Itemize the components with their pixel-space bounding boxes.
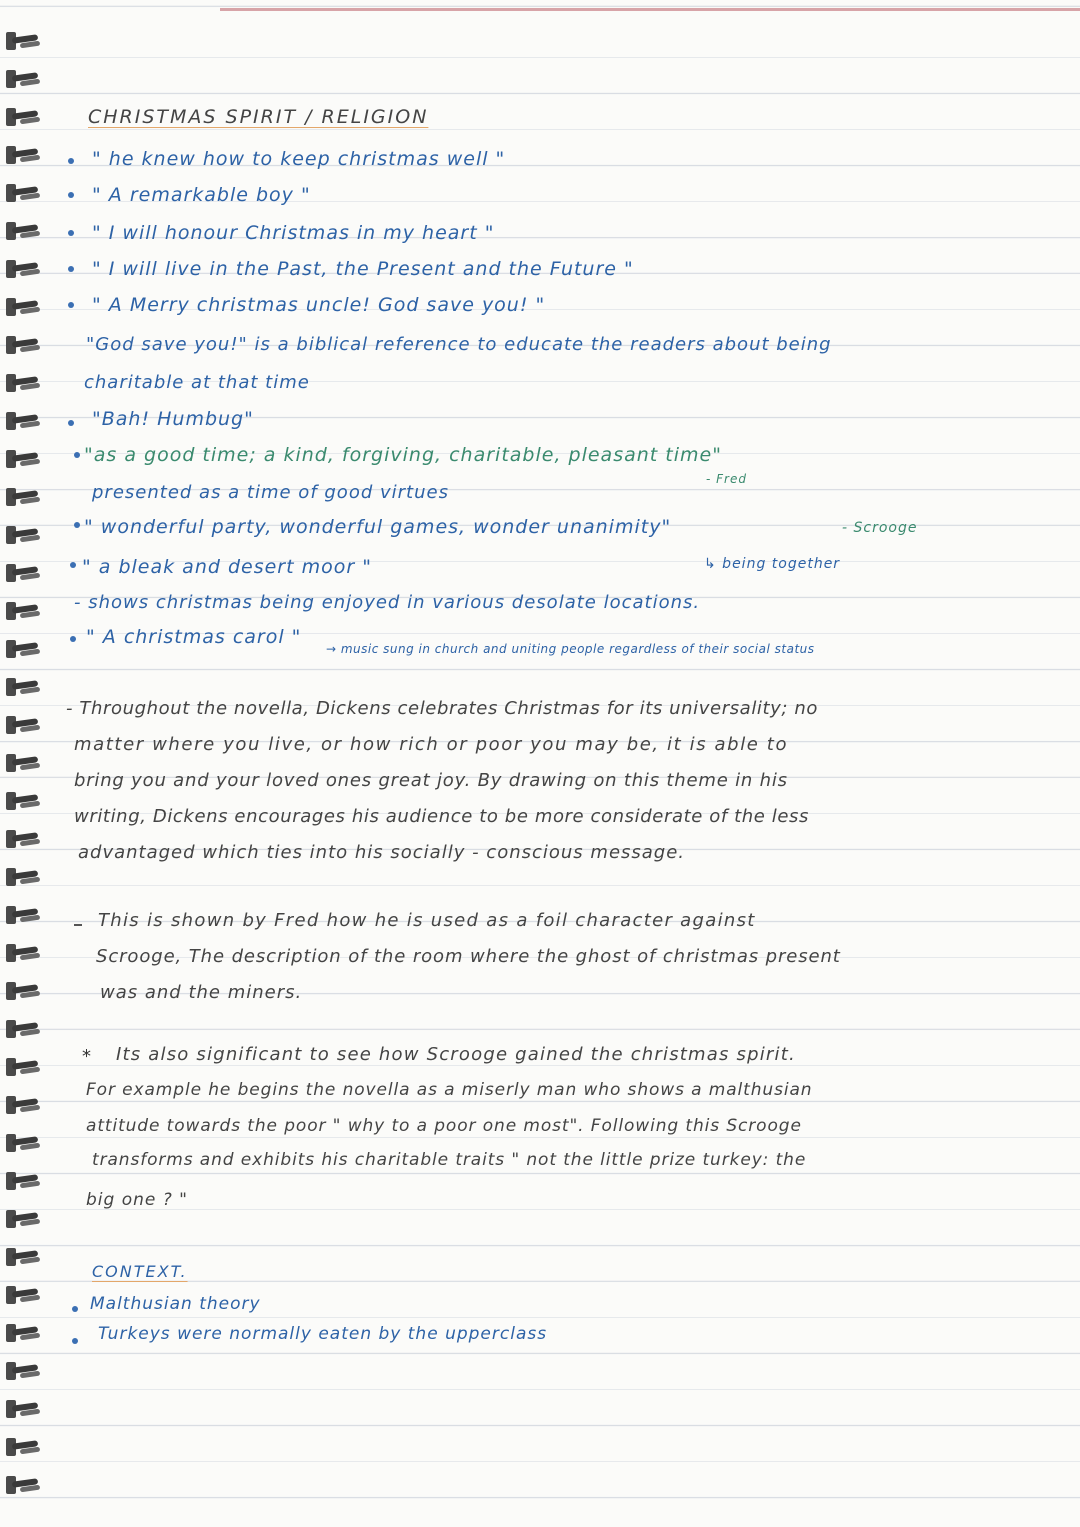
context-heading: CONTEXT. — [92, 1262, 188, 1281]
paragraph-line: For example he begins the novella as a miserly man who shows a malthusian — [86, 1080, 813, 1100]
spiral-ring — [6, 638, 38, 660]
spiral-ring — [6, 1398, 38, 1420]
quote-honour-christmas: " I will honour Christmas in my heart " — [92, 222, 495, 244]
page-top-edge — [220, 8, 1080, 11]
spiral-ring — [6, 144, 38, 166]
spiral-ring — [6, 1474, 38, 1496]
note-good-virtues: presented as a time of good virtues — [92, 482, 449, 503]
paragraph-line: was and the miners. — [100, 982, 303, 1003]
speaker-fred: - Fred — [706, 472, 747, 486]
spiral-binding — [0, 0, 48, 1527]
spiral-ring — [6, 258, 38, 280]
bullet-marker — [72, 1306, 78, 1312]
bullet-marker — [74, 452, 80, 458]
star-marker: * — [82, 1046, 91, 1067]
quote-wonderful-party: " wonderful party, wonderful games, wonder unanimity" — [84, 516, 672, 538]
spiral-ring — [6, 866, 38, 888]
spiral-ring — [6, 296, 38, 318]
quote-good-time: "as a good time; a kind, forgiving, charitable, pleasant time" — [84, 444, 722, 466]
spiral-ring — [6, 1170, 38, 1192]
dash-marker — [74, 924, 82, 926]
spiral-ring — [6, 486, 38, 508]
page-heading: CHRISTMAS SPIRIT / RELIGION — [88, 106, 429, 128]
paragraph-line: attitude towards the poor " why to a poor one most". Following this Scrooge — [86, 1116, 802, 1136]
spiral-ring — [6, 714, 38, 736]
note-music-church: → music sung in church and uniting people regardless of their social status — [326, 642, 815, 656]
paragraph-line: Its also significant to see how Scrooge gained the christmas spirit. — [116, 1044, 796, 1065]
spiral-ring — [6, 30, 38, 52]
context-item-turkeys: Turkeys were normally eaten by the upperclass — [98, 1324, 548, 1344]
spiral-ring — [6, 1360, 38, 1382]
spiral-ring — [6, 562, 38, 584]
note-biblical-reference: "God save you!" is a biblical reference to educate the readers about being — [86, 334, 832, 355]
spiral-ring — [6, 1094, 38, 1116]
spiral-ring — [6, 676, 38, 698]
spiral-ring — [6, 790, 38, 812]
paragraph-line: Scrooge, The description of the room where the ghost of christmas present — [96, 946, 841, 967]
paragraph-line: This is shown by Fred how he is used as a foil character against — [98, 910, 756, 931]
bullet-marker — [68, 420, 74, 426]
spiral-ring — [6, 1246, 38, 1268]
bullet-marker — [68, 266, 74, 272]
spiral-ring — [6, 220, 38, 242]
spiral-ring — [6, 448, 38, 470]
quote-bah-humbug: "Bah! Humbug" — [92, 408, 254, 430]
spiral-ring — [6, 1436, 38, 1458]
spiral-ring — [6, 828, 38, 850]
spiral-ring — [6, 980, 38, 1002]
spiral-ring — [6, 904, 38, 926]
spiral-ring — [6, 1322, 38, 1344]
quote-christmas-carol: " A christmas carol " — [86, 626, 302, 648]
note-charitable-time: charitable at that time — [84, 372, 310, 393]
bullet-marker — [68, 230, 74, 236]
paragraph-line: matter where you live, or how rich or poor you may be, it is able to — [74, 734, 789, 755]
spiral-ring — [6, 600, 38, 622]
note-being-together: ↳ being together — [704, 556, 841, 572]
paragraph-line: advantaged which ties into his socially - conscious message. — [78, 842, 686, 863]
spiral-ring — [6, 106, 38, 128]
quote-keep-christmas: " he knew how to keep christmas well " — [92, 148, 506, 170]
quote-merry-christmas-uncle: " A Merry christmas uncle! God save you! " — [92, 294, 546, 316]
paragraph-line: big one ? " — [86, 1190, 188, 1210]
spiral-ring — [6, 942, 38, 964]
note-desolate-locations: - shows christmas being enjoyed in various desolate locations. — [74, 592, 701, 613]
bullet-marker — [70, 636, 76, 642]
paragraph-line: bring you and your loved ones great joy. By drawing on this theme in his — [74, 770, 788, 791]
bullet-marker — [70, 562, 76, 568]
paragraph-line: transforms and exhibits his charitable traits " not the little prize turkey: the — [92, 1150, 807, 1170]
context-item-malthusian: Malthusian theory — [90, 1294, 261, 1314]
bullet-marker — [68, 192, 74, 198]
bullet-marker — [68, 302, 74, 308]
spiral-ring — [6, 1056, 38, 1078]
spiral-ring — [6, 182, 38, 204]
spiral-ring — [6, 410, 38, 432]
spiral-ring — [6, 1018, 38, 1040]
spiral-ring — [6, 1132, 38, 1154]
spiral-ring — [6, 372, 38, 394]
quote-bleak-moor: " a bleak and desert moor " — [82, 556, 372, 578]
paragraph-line: - Throughout the novella, Dickens celebrates Christmas for its universality; no — [66, 698, 819, 719]
spiral-ring — [6, 1208, 38, 1230]
bullet-marker — [74, 522, 80, 528]
quote-remarkable-boy: " A remarkable boy " — [92, 184, 311, 206]
spiral-ring — [6, 68, 38, 90]
paragraph-line: writing, Dickens encourages his audience to be more considerate of the less — [74, 806, 810, 827]
bullet-marker — [72, 1338, 78, 1344]
quote-past-present-future: " I will live in the Past, the Present and the Future " — [92, 258, 634, 280]
spiral-ring — [6, 752, 38, 774]
bullet-marker — [68, 158, 74, 164]
spiral-ring — [6, 334, 38, 356]
speaker-scrooge: - Scrooge — [842, 520, 918, 536]
spiral-ring — [6, 524, 38, 546]
spiral-ring — [6, 1284, 38, 1306]
